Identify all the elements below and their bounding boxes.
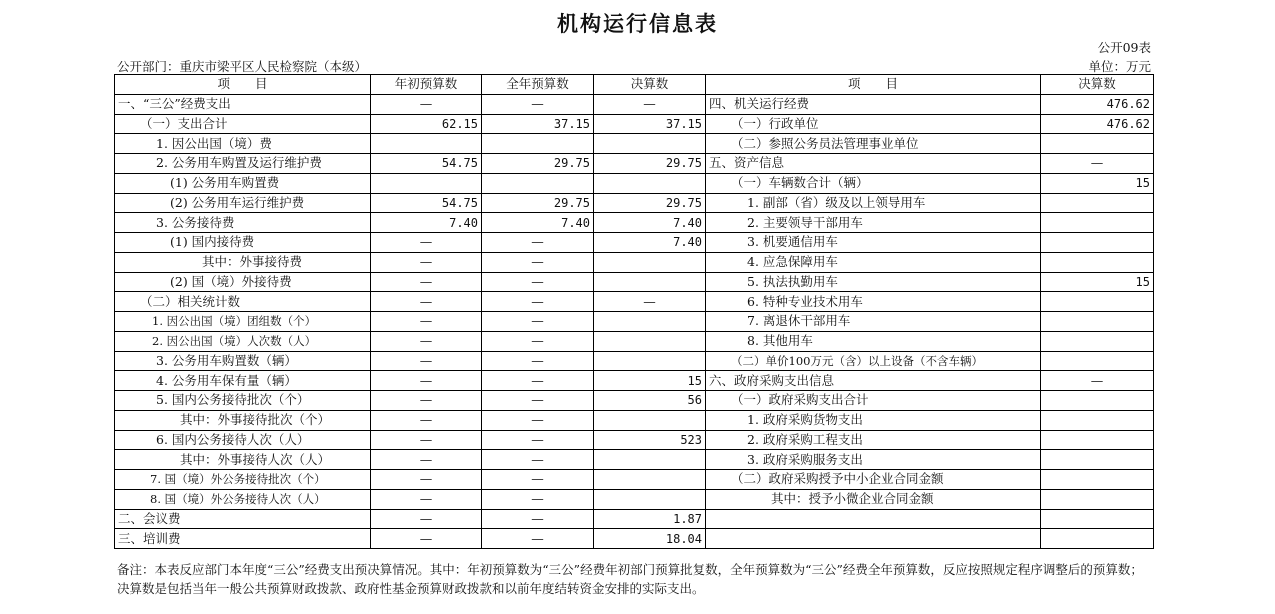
row-item-left: 4. 公务用车保有量（辆） [115, 371, 371, 391]
final-amount-cell [594, 450, 706, 470]
initial-budget-cell: 62.15 [371, 114, 482, 134]
initial-budget-cell [371, 134, 482, 154]
table-row [115, 529, 1154, 549]
initial-budget-cell: 54.75 [371, 193, 482, 213]
header-initial-budget: 年初预算数 [371, 75, 482, 95]
annual-budget-cell: 29.75 [482, 154, 594, 174]
annual-budget-cell: — [482, 292, 594, 312]
annual-budget-cell: — [482, 391, 594, 411]
header-final-right: 决算数 [1041, 75, 1154, 95]
final-amount-cell: 1.87 [594, 509, 706, 529]
final-amount-cell: 7.40 [594, 213, 706, 233]
row-item-left: (2) 国（境）外接待费 [115, 272, 371, 292]
initial-budget-cell: — [371, 312, 482, 332]
row-item-right: （一）政府采购支出合计 [706, 391, 1041, 411]
initial-budget-cell: — [371, 430, 482, 450]
row-item-right: 五、资产信息 [706, 154, 1041, 174]
annual-budget-cell: — [482, 252, 594, 272]
initial-budget-cell: — [371, 509, 482, 529]
table-row [115, 351, 1154, 371]
row-item-left: 5. 国内公务接待批次（个） [115, 391, 371, 411]
final-amount-cell: 29.75 [594, 154, 706, 174]
annual-budget-cell: — [482, 312, 594, 332]
table-row [115, 509, 1154, 529]
row-item-right: （二）单价100万元（含）以上设备（不含车辆） [706, 351, 1041, 371]
row-item-right [706, 529, 1041, 549]
initial-budget-cell: — [371, 233, 482, 253]
annual-budget-cell: 29.75 [482, 193, 594, 213]
annual-budget-cell: — [482, 351, 594, 371]
row-item-left: 2. 公务用车购置及运行维护费 [115, 154, 371, 174]
final-amount-right-cell: 476.62 [1041, 94, 1154, 114]
initial-budget-cell: — [371, 351, 482, 371]
row-item-right: （一）行政单位 [706, 114, 1041, 134]
row-item-right: （一）车辆数合计（辆） [706, 173, 1041, 193]
table-row [115, 173, 1154, 193]
table-row [115, 134, 1154, 154]
final-amount-cell: 56 [594, 391, 706, 411]
table-row [115, 193, 1154, 213]
row-item-right: 2. 政府采购工程支出 [706, 430, 1041, 450]
final-amount-cell [594, 351, 706, 371]
table-row [115, 94, 1154, 114]
unit-label: 单位：万元 [1088, 59, 1151, 74]
row-item-left: (1) 公务用车购置费 [115, 173, 371, 193]
row-item-right: 3. 机要通信用车 [706, 233, 1041, 253]
initial-budget-cell: — [371, 94, 482, 114]
footnote: 备注：本表反应部门本年度“三公”经费支出预决算情况。其中：年初预算数为“三公”经费年初部门预算批复数，全年预算数为“三公”经费全年预算数，反应按照规定程序调整后的预算数；决算数是包括当年一般公共预算财政拨款、政府性基金预算财政拨款和以前年度结转资金安排的实际支出。 [117, 562, 1143, 596]
row-item-left: （二）相关统计数 [115, 292, 371, 312]
annual-budget-cell: — [482, 371, 594, 391]
annual-budget-cell: 37.15 [482, 114, 594, 134]
annual-budget-cell: — [482, 410, 594, 430]
row-item-right [706, 509, 1041, 529]
table-row [115, 292, 1154, 312]
table-row [115, 114, 1154, 134]
row-item-right: （二）政府采购授予中小企业合同金额 [706, 470, 1041, 490]
annual-budget-cell: 7.40 [482, 213, 594, 233]
info-table [114, 74, 1154, 549]
header-row [115, 75, 1154, 95]
row-item-left: 其中：外事接待费 [115, 252, 371, 272]
row-item-right: 7. 离退休干部用车 [706, 312, 1041, 332]
final-amount-right-cell: 15 [1041, 272, 1154, 292]
initial-budget-cell: — [371, 391, 482, 411]
page-title: 机构运行信息表 [557, 12, 718, 36]
final-amount-right-cell [1041, 233, 1154, 253]
initial-budget-cell: — [371, 292, 482, 312]
row-item-right: 1. 政府采购货物支出 [706, 410, 1041, 430]
final-amount-right-cell [1041, 292, 1154, 312]
row-item-right: 3. 政府采购服务支出 [706, 450, 1041, 470]
final-amount-right-cell [1041, 509, 1154, 529]
header-item-left: 项 目 [115, 75, 371, 95]
final-amount-cell: 37.15 [594, 114, 706, 134]
row-item-right: 六、政府采购支出信息 [706, 371, 1041, 391]
final-amount-cell [594, 173, 706, 193]
table-row [115, 470, 1154, 490]
row-item-right: 6. 特种专业技术用车 [706, 292, 1041, 312]
row-item-right: 4. 应急保障用车 [706, 252, 1041, 272]
initial-budget-cell [371, 173, 482, 193]
final-amount-right-cell [1041, 331, 1154, 351]
final-amount-right-cell [1041, 134, 1154, 154]
table-row [115, 410, 1154, 430]
final-amount-cell [594, 134, 706, 154]
row-item-left: (1) 国内接待费 [115, 233, 371, 253]
table-row [115, 154, 1154, 174]
final-amount-cell: 15 [594, 371, 706, 391]
final-amount-cell: — [594, 292, 706, 312]
table-row [115, 430, 1154, 450]
final-amount-right-cell [1041, 430, 1154, 450]
row-item-left: 1. 因公出国（境）团组数（个） [115, 312, 371, 332]
table-row [115, 272, 1154, 292]
department-label: 公开部门：重庆市梁平区人民检察院（本级） [117, 59, 368, 74]
table-row [115, 331, 1154, 351]
final-amount-cell [594, 410, 706, 430]
row-item-right: 2. 主要领导干部用车 [706, 213, 1041, 233]
row-item-right: 8. 其他用车 [706, 331, 1041, 351]
annual-budget-cell [482, 173, 594, 193]
initial-budget-cell: — [371, 252, 482, 272]
initial-budget-cell: — [371, 470, 482, 490]
initial-budget-cell: — [371, 410, 482, 430]
final-amount-cell [594, 489, 706, 509]
row-item-right: 其中：授予小微企业合同金额 [706, 489, 1041, 509]
header-final-left: 决算数 [594, 75, 706, 95]
initial-budget-cell: — [371, 371, 482, 391]
row-item-left: 6. 国内公务接待人次（人） [115, 430, 371, 450]
row-item-left: （一）支出合计 [115, 114, 371, 134]
row-item-right: （二）参照公务员法管理事业单位 [706, 134, 1041, 154]
annual-budget-cell: — [482, 450, 594, 470]
row-item-right: 四、机关运行经费 [706, 94, 1041, 114]
final-amount-cell [594, 272, 706, 292]
final-amount-right-cell [1041, 450, 1154, 470]
table-row [115, 312, 1154, 332]
row-item-left: (2) 公务用车运行维护费 [115, 193, 371, 213]
final-amount-right-cell [1041, 410, 1154, 430]
final-amount-right-cell [1041, 351, 1154, 371]
annual-budget-cell: — [482, 331, 594, 351]
initial-budget-cell: 7.40 [371, 213, 482, 233]
final-amount-cell [594, 331, 706, 351]
final-amount-right-cell: — [1041, 154, 1154, 174]
header-item-right: 项 目 [706, 75, 1041, 95]
row-item-left: 三、培训费 [115, 529, 371, 549]
final-amount-right-cell [1041, 489, 1154, 509]
final-amount-right-cell [1041, 312, 1154, 332]
row-item-left: 3. 公务用车购置数（辆） [115, 351, 371, 371]
initial-budget-cell: — [371, 331, 482, 351]
final-amount-cell: 7.40 [594, 233, 706, 253]
row-item-left: 二、会议费 [115, 509, 371, 529]
table-row [115, 252, 1154, 272]
table-row [115, 489, 1154, 509]
annual-budget-cell: — [482, 272, 594, 292]
final-amount-right-cell [1041, 252, 1154, 272]
final-amount-right-cell [1041, 193, 1154, 213]
final-amount-right-cell [1041, 213, 1154, 233]
annual-budget-cell: — [482, 470, 594, 490]
initial-budget-cell: — [371, 272, 482, 292]
annual-budget-cell: — [482, 430, 594, 450]
annual-budget-cell [482, 134, 594, 154]
initial-budget-cell: — [371, 529, 482, 549]
final-amount-cell: 18.04 [594, 529, 706, 549]
row-item-left: 7. 国（境）外公务接待批次（个） [115, 470, 371, 490]
table-row [115, 233, 1154, 253]
annual-budget-cell: — [482, 489, 594, 509]
final-amount-right-cell: 476.62 [1041, 114, 1154, 134]
final-amount-right-cell: — [1041, 371, 1154, 391]
table-row [115, 213, 1154, 233]
final-amount-cell: 29.75 [594, 193, 706, 213]
final-amount-cell [594, 252, 706, 272]
row-item-left: 8. 国（境）外公务接待人次（人） [115, 489, 371, 509]
row-item-right: 1. 副部（省）级及以上领导用车 [706, 193, 1041, 213]
row-item-left: 1. 因公出国（境）费 [115, 134, 371, 154]
initial-budget-cell: — [371, 489, 482, 509]
row-item-left: 其中：外事接待批次（个） [115, 410, 371, 430]
final-amount-cell [594, 312, 706, 332]
initial-budget-cell: 54.75 [371, 154, 482, 174]
final-amount-right-cell [1041, 470, 1154, 490]
row-item-left: 一、“三公”经费支出 [115, 94, 371, 114]
header-annual-budget: 全年预算数 [482, 75, 594, 95]
final-amount-cell: 523 [594, 430, 706, 450]
annual-budget-cell: — [482, 509, 594, 529]
final-amount-right-cell [1041, 529, 1154, 549]
annual-budget-cell: — [482, 529, 594, 549]
table-row [115, 450, 1154, 470]
initial-budget-cell: — [371, 450, 482, 470]
row-item-left: 2. 因公出国（境）人次数（人） [115, 331, 371, 351]
final-amount-right-cell: 15 [1041, 173, 1154, 193]
final-amount-cell [594, 470, 706, 490]
annual-budget-cell: — [482, 94, 594, 114]
final-amount-cell: — [594, 94, 706, 114]
table-row [115, 371, 1154, 391]
row-item-right: 5. 执法执勤用车 [706, 272, 1041, 292]
row-item-left: 其中：外事接待人次（人） [115, 450, 371, 470]
annual-budget-cell: — [482, 233, 594, 253]
row-item-left: 3. 公务接待费 [115, 213, 371, 233]
final-amount-right-cell [1041, 391, 1154, 411]
form-number: 公开09表 [1097, 40, 1151, 55]
table-row [115, 391, 1154, 411]
